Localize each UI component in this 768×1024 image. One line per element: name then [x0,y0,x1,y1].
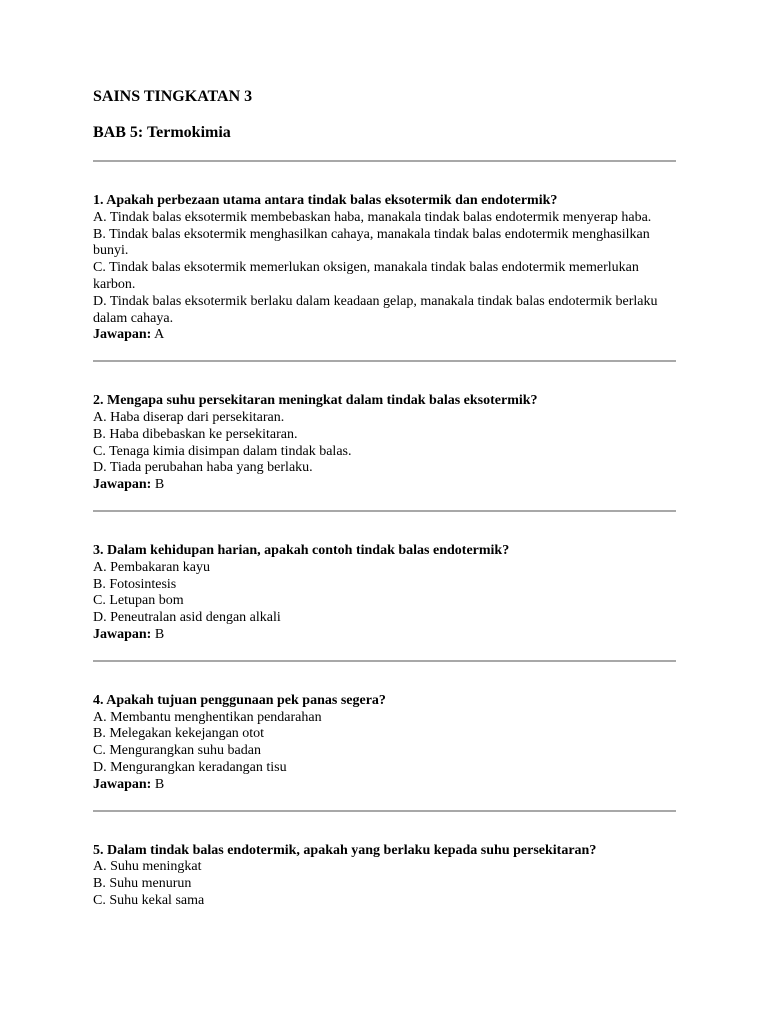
option-a: A. Suhu meningkat [93,859,202,875]
option-d: D. Tindak balas eksotermik berlaku dalam keadaan gelap, manakala tindak balas endotermik berlaku dalam cahaya. [93,293,658,326]
answer-value: B [154,626,165,642]
answer-line [93,777,676,794]
document-title: SAINS TINGKATAN 3 [93,88,253,105]
option-c: C. Tindak balas eksotermik memerlukan oksigen, manakala tindak balas endotermik memerlukan karbon. [93,260,639,292]
answer-line [93,627,676,644]
answer-label: Jawapan: [93,327,152,343]
option-a: A. Tindak balas eksotermik membebaskan haba, manakala tindak balas endotermik menyerap haba. [93,209,652,225]
option-a: A. Haba diserap dari persekitaran. [93,409,285,425]
answer-label: Jawapan: [93,776,152,792]
option-b: B. Haba dibebaskan ke persekitaran. [93,426,298,442]
question-text: 2. Mengapa suhu persekitaran meningkat dalam tindak balas eksotermik? [93,393,538,409]
question-text: 5. Dalam tindak balas endotermik, apakah yang berlaku kepada suhu persekitaran? [93,842,597,858]
question-4 [93,662,676,810]
question-text: 1. Apakah perbezaan utama antara tindak balas eksotermik dan endotermik? [93,193,558,208]
option-d: D. Tiada perubahan haba yang berlaku. [93,460,313,476]
answer-value: A [154,327,165,343]
answer-label: Jawapan: [93,477,152,493]
option-c: C. Letupan bom [93,593,184,609]
option-a: A. Membantu menghentikan pendarahan [93,709,322,725]
option-b: B. Melegakan kekejangan otot [93,726,265,742]
option-c: C. Mengurangkan suhu badan [93,743,261,759]
option-c: C. Suhu kekal sama [93,892,205,908]
option-c: C. Tenaga kimia disimpan dalam tindak balas. [93,443,352,459]
chapter-title: BAB 5: Termokimia [93,124,231,141]
question-2 [93,362,676,510]
question-1 [93,162,676,360]
question-text: 4. Apakah tujuan penggunaan pek panas segera? [93,692,386,708]
question-text: 3. Dalam kehidupan harian, apakah contoh tindak balas endotermik? [93,542,510,558]
question-5 [93,812,676,926]
answer-value: B [154,776,165,792]
option-b: B. Suhu menurun [93,876,192,892]
question-3 [93,512,676,660]
answer-line [93,477,676,494]
answer-label: Jawapan: [93,626,152,642]
answer-line [93,327,676,344]
option-d: D. Peneutralan asid dengan alkali [93,610,281,626]
option-a: A. Pembakaran kayu [93,559,211,575]
option-b: B. Fotosintesis [93,576,177,592]
option-d: D. Mengurangkan keradangan tisu [93,759,287,775]
document-page [93,86,676,926]
option-b: B. Tindak balas eksotermik menghasilkan cahaya, manakala tindak balas endotermik menghasilkan bunyi. [93,226,650,259]
answer-value: B [154,477,165,493]
